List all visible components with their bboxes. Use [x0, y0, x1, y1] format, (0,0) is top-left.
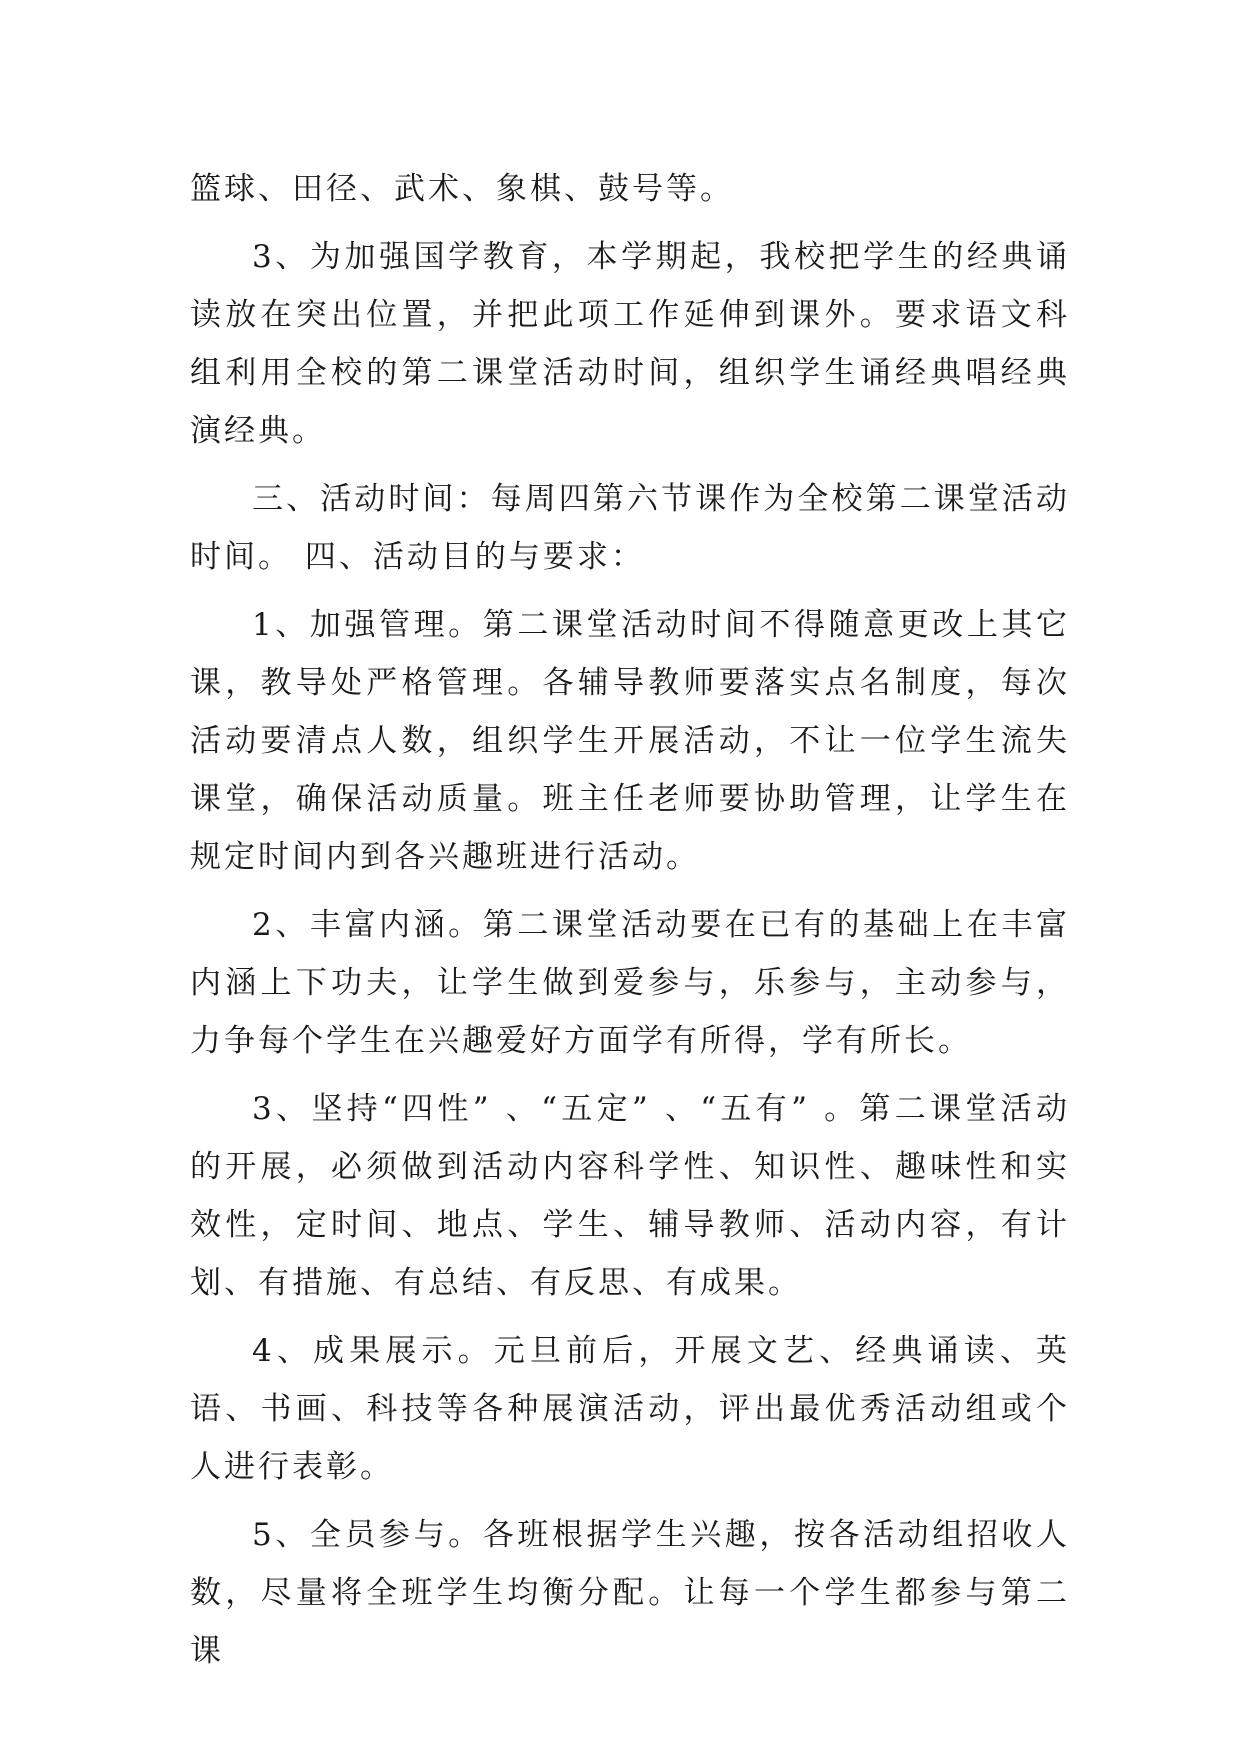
paragraph-1: 篮球、田径、武术、象棋、鼓号等。 [190, 171, 734, 207]
paragraph-4: 1、加强管理。第二课堂活动时间不得随意更改上其它课，教导处严格管理。各辅导教师要落实点名制度，每次活动要清点人数，组织学生开展活动，不让一位学生流失课堂，确保活动质量。班主任老师要协助管理，让学生在规定时间内到各兴趣班进行活动。 [190, 607, 1070, 875]
paragraph-2: 3、为加强国学教育，本学期起，我校把学生的经典诵读放在突出位置，并把此项工作延伸到课外。要求语文科组利用全校的第二课堂活动时间，组织学生诵经典唱经典演经典。 [190, 239, 1070, 449]
document-body [190, 160, 1070, 1690]
paragraph-5: 2、丰富内涵。第二课堂活动要在已有的基础上在丰富内涵上下功夫，让学生做到爱参与，乐参与，主动参与，力争每个学生在兴趣爱好方面学有所得，学有所长。 [190, 907, 1070, 1059]
paragraph-7: 4、成果展示。元旦前后，开展文艺、经典诵读、英语、书画、科技等各种展演活动，评出最优秀活动组或个人进行表彰。 [190, 1333, 1070, 1485]
paragraph-8: 5、全员参与。各班根据学生兴趣，按各活动组招收人数，尽量将全班学生均衡分配。让每一个学生都参与第二课 [190, 1517, 1070, 1669]
paragraph-6: 3、坚持“四性” 、“五定” 、“五有” 。第二课堂活动的开展，必须做到活动内容科学性、知识性、趣味性和实效性，定时间、地点、学生、辅导教师、活动内容，有计划、有措施、有总结、有反思、有成果。 [190, 1091, 1070, 1301]
paragraph-3: 三、活动时间：每周四第六节课作为全校第二课堂活动时间。 四、活动目的与要求： [190, 481, 1070, 575]
